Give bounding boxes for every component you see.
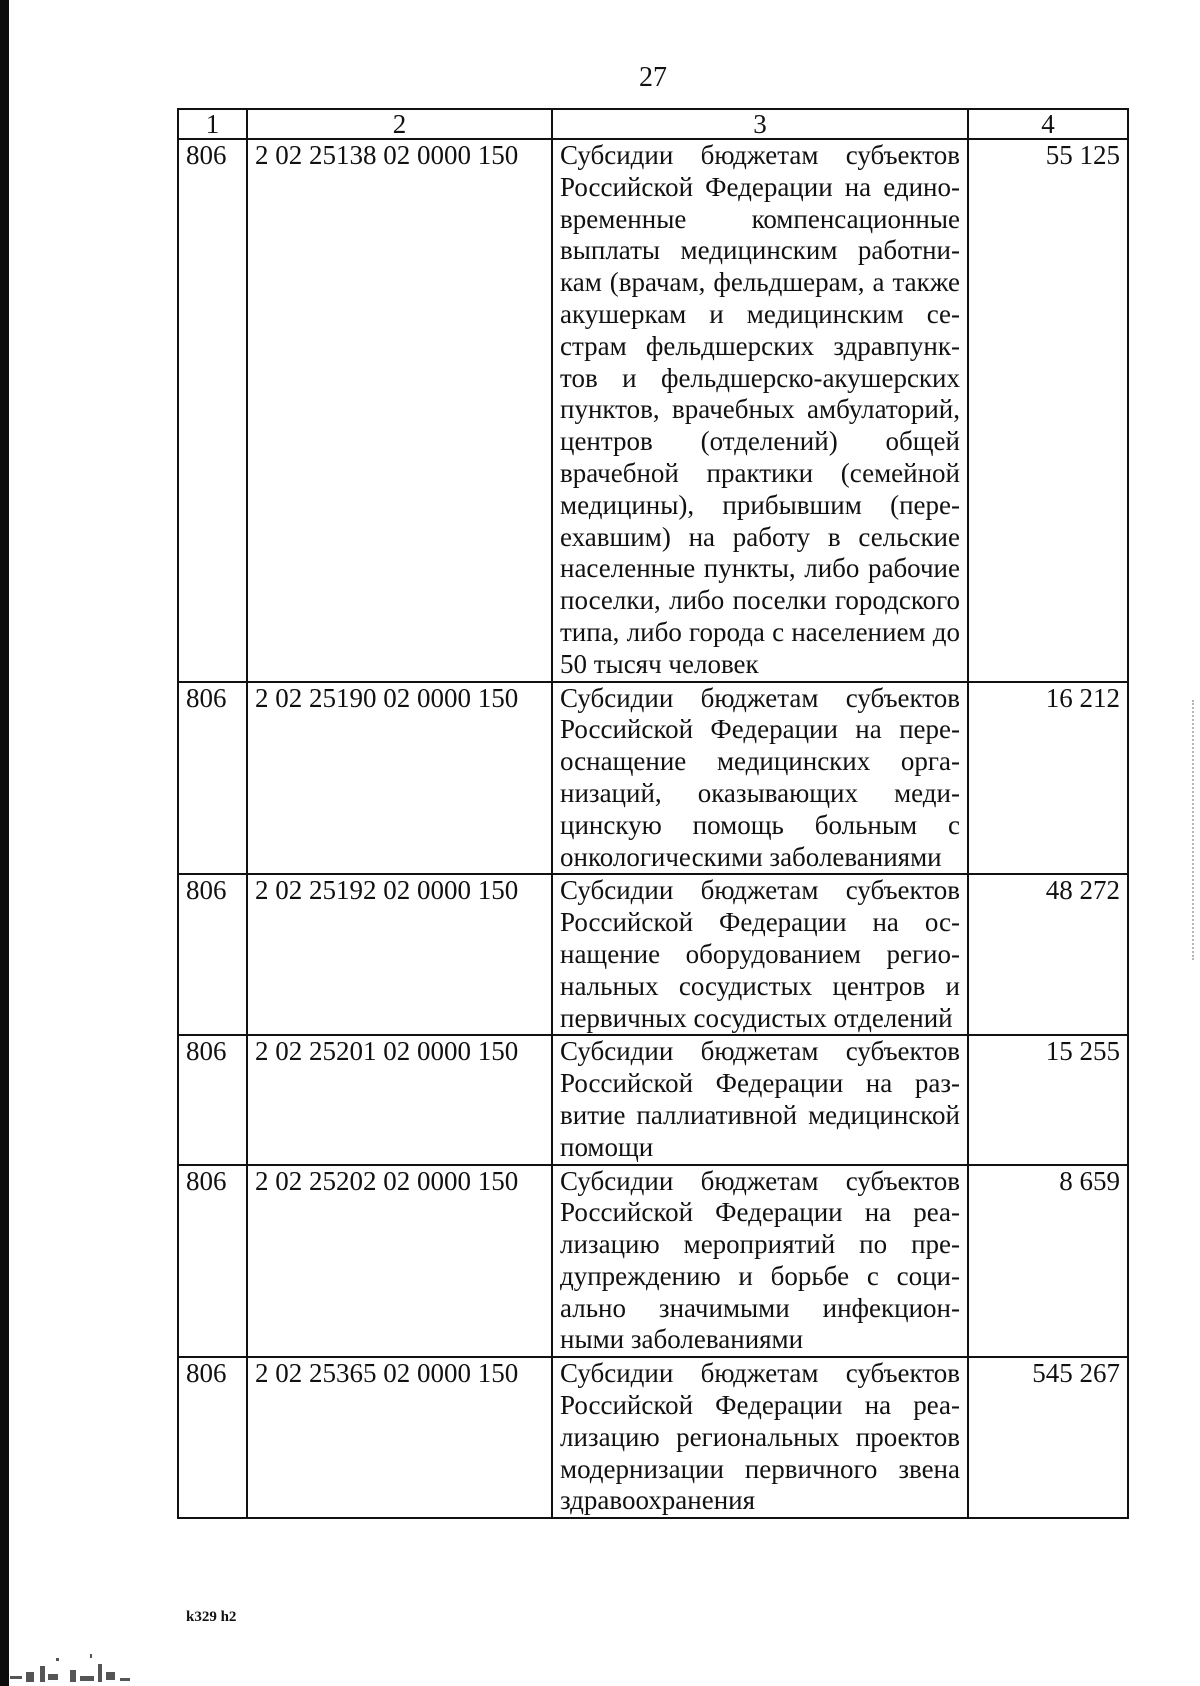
page-number: 27 — [639, 62, 667, 93]
description-cell: Субсидии бюджетам субъектов Российской Федерации на развитие паллиативной медицинской помощи — [552, 1035, 968, 1164]
table-row — [178, 682, 1128, 875]
scan-artifact — [0, 1636, 160, 1686]
description-cell: Субсидии бюджетам субъектов Российской Федерации на реализацию региональных проектов модернизации первичного звена здравоохранения — [552, 1357, 968, 1518]
document-footer-code: k329 h2 — [186, 1609, 237, 1625]
amount-cell: 48 272 — [968, 874, 1128, 1035]
admin-code-cell: 806 — [178, 1357, 247, 1518]
description-cell: Субсидии бюджетам субъектов Российской Федерации на реализацию мероприятий по предупреждению и борьбе с социально значимыми инфекционными заболеваниями — [552, 1165, 968, 1358]
header-col-4: 4 — [968, 109, 1128, 139]
admin-code-cell: 806 — [178, 1035, 247, 1164]
budget-code-cell: 2 02 25190 02 0000 150 — [247, 682, 552, 875]
budget-code-cell: 2 02 25192 02 0000 150 — [247, 874, 552, 1035]
table-row — [178, 1035, 1128, 1164]
amount-cell: 8 659 — [968, 1165, 1128, 1358]
budget-code-cell: 2 02 25138 02 0000 150 — [247, 139, 552, 682]
budget-code-cell: 2 02 25202 02 0000 150 — [247, 1165, 552, 1358]
admin-code-cell: 806 — [178, 682, 247, 875]
table-row — [178, 1165, 1128, 1358]
admin-code-cell: 806 — [178, 1165, 247, 1358]
table-row — [178, 1357, 1128, 1518]
table-row — [178, 874, 1128, 1035]
header-col-3: 3 — [552, 109, 968, 139]
budget-code-cell: 2 02 25201 02 0000 150 — [247, 1035, 552, 1164]
admin-code-cell: 806 — [178, 874, 247, 1035]
header-col-2: 2 — [247, 109, 552, 139]
budget-table — [177, 108, 1129, 1519]
header-col-1: 1 — [178, 109, 247, 139]
scan-left-edge — [0, 0, 9, 1686]
scan-fold-mark — [1192, 700, 1196, 960]
amount-cell: 55 125 — [968, 139, 1128, 682]
description-cell: Субсидии бюджетам субъектов Российской Федерации на оснащение оборудованием региональных сосудистых центров и первичных сосудистых отделений — [552, 874, 968, 1035]
admin-code-cell: 806 — [178, 139, 247, 682]
amount-cell: 15 255 — [968, 1035, 1128, 1164]
description-cell: Субсидии бюджетам субъектов Российской Федерации на единовременные компенсационные выплаты медицинским работникам (врачам, фельдшерам, а также акушеркам и медицинским сестрам фельдшерских здравпунктов и фельдшерско-акушерских пунктов, врачебных амбулаторий, центров (отделений) общей врачебной практики (семейной медицины), прибывшим (переехавшим) на работу в сельские населенные пункты, либо рабочие поселки, либо поселки городского типа, либо города с населением до 50 тысяч человек — [552, 139, 968, 682]
amount-cell: 545 267 — [968, 1357, 1128, 1518]
table-header-row — [178, 109, 1128, 139]
budget-code-cell: 2 02 25365 02 0000 150 — [247, 1357, 552, 1518]
amount-cell: 16 212 — [968, 682, 1128, 875]
description-cell: Субсидии бюджетам субъектов Российской Федерации на переоснащение медицинских организаций, оказывающих медицинскую помощь больным с онкологическими заболеваниями — [552, 682, 968, 875]
table-row — [178, 139, 1128, 682]
